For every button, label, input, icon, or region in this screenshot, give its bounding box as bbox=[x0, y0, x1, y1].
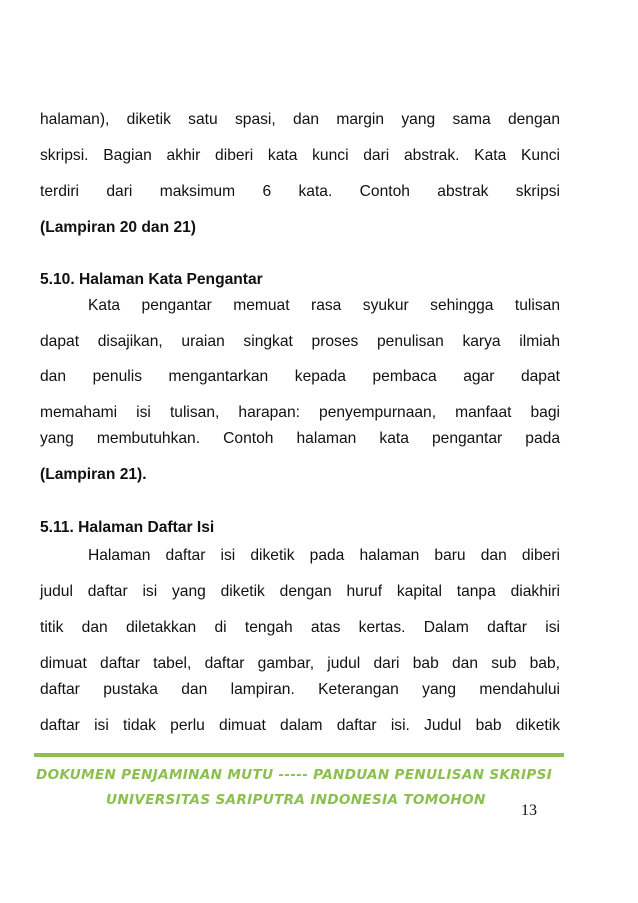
body-text-line: Kata pengantar memuat rasa syukur sehingga tulisan bbox=[88, 297, 560, 314]
body-text-line: skripsi. Bagian akhir diberi kata kunci dari abstrak. Kata Kunci bbox=[40, 147, 560, 164]
body-text-line: Halaman daftar isi diketik pada halaman baru dan diberi bbox=[88, 547, 560, 564]
body-text-line: dan penulis mengantarkan kepada pembaca agar dapat bbox=[40, 368, 560, 385]
footer-title-line-1: DOKUMEN PENJAMINAN MUTU ----- PANDUAN PENULISAN SKRIPSI bbox=[36, 767, 553, 783]
section-heading-5-11: 5.11. Halaman Daftar Isi bbox=[40, 519, 215, 536]
body-text-line: memahami isi tulisan, harapan: penyempurnaan, manfaat bagi bbox=[40, 404, 560, 421]
body-text-line: daftar isi tidak perlu dimuat dalam daftar isi. Judul bab diketik bbox=[40, 717, 560, 734]
footer-title-line-2: UNIVERSITAS SARIPUTRA INDONESIA TOMOHON bbox=[106, 792, 486, 808]
page-number: 13 bbox=[521, 802, 537, 819]
body-text-line: yang membutuhkan. Contoh halaman kata pengantar pada bbox=[40, 430, 560, 447]
body-text-line: titik dan diletakkan di tengah atas kertas. Dalam daftar isi bbox=[40, 619, 560, 636]
body-text-line: dimuat daftar tabel, daftar gambar, judul dari bab dan sub bab, bbox=[40, 655, 560, 672]
lampiran-reference: (Lampiran 21). bbox=[40, 466, 147, 483]
footer-divider bbox=[34, 753, 564, 757]
body-text-line: dapat disajikan, uraian singkat proses penulisan karya ilmiah bbox=[40, 333, 560, 350]
section-heading-5-10: 5.10. Halaman Kata Pengantar bbox=[40, 271, 263, 288]
body-text-line: judul daftar isi yang diketik dengan huruf kapital tanpa diakhiri bbox=[40, 583, 560, 600]
body-text-line: halaman), diketik satu spasi, dan margin yang sama dengan bbox=[40, 111, 560, 128]
lampiran-reference: (Lampiran 20 dan 21) bbox=[40, 219, 196, 236]
body-text-line: daftar pustaka dan lampiran. Keterangan yang mendahului bbox=[40, 681, 560, 698]
body-text-line: terdiri dari maksimum 6 kata. Contoh abstrak skripsi bbox=[40, 183, 560, 200]
